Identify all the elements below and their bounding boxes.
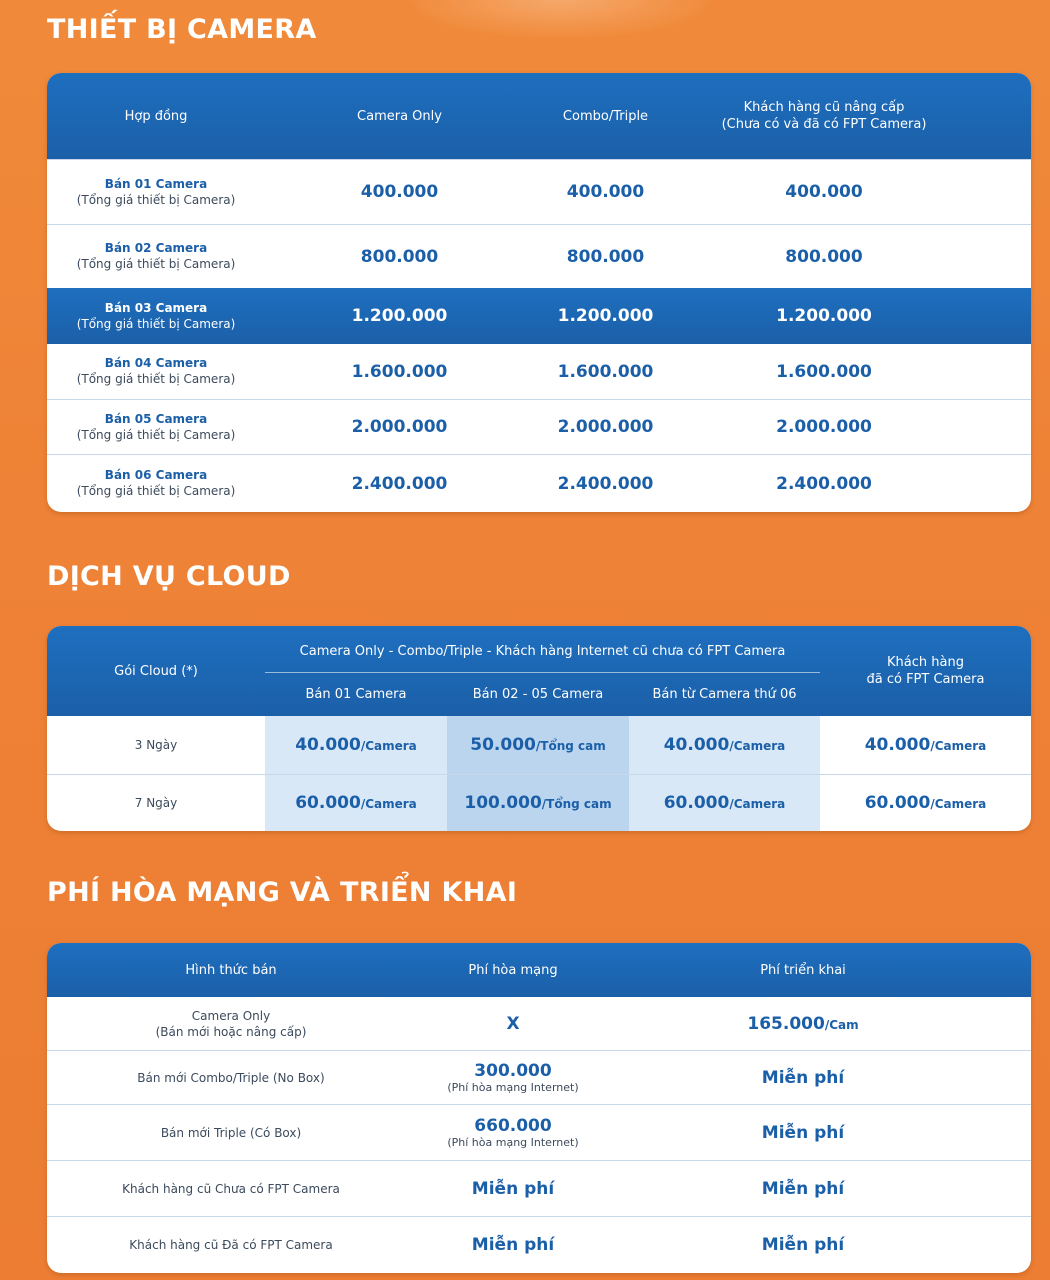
row-label: [47, 225, 265, 288]
cloud-price-table: [47, 626, 1031, 831]
row-label-main: Bán 03 Camera: [104, 300, 208, 315]
deploy-unit: /Cam: [824, 1017, 859, 1032]
row-label-sub: (Tổng giá thiết bị Camera): [76, 316, 236, 331]
cloud-price-cell: [447, 775, 629, 831]
price-upgrade: 2.000.000: [776, 417, 872, 437]
row-label-sub: (Tổng giá thiết bị Camera): [76, 372, 236, 386]
row-label-sub: (Tổng giá thiết bị Camera): [76, 427, 236, 442]
price-combo: 400.000: [566, 182, 645, 202]
table-row: [47, 159, 1031, 224]
cloud-unit: /Tổng cam: [535, 739, 606, 753]
cloud-price-cell: [265, 775, 447, 831]
deploy-fee: Miễn phí: [761, 1235, 845, 1255]
row-label: [47, 344, 265, 399]
price-upgrade: 400.000: [785, 182, 863, 202]
fee-table-header: [47, 943, 1031, 997]
row-label-sub: (Bán mới hoặc nâng cấp): [155, 1024, 307, 1039]
price-combo: 800.000: [566, 246, 645, 267]
cloud-price: 60.000: [663, 793, 730, 813]
camera-table-header: [47, 73, 1031, 159]
header-contract: Hợp đồng: [124, 108, 188, 124]
table-row: [47, 344, 1031, 399]
row-label-sub: (Tổng giá thiết bị Camera): [76, 192, 236, 207]
cloud-price-cell: [629, 716, 820, 774]
cloud-unit: /Camera: [930, 739, 987, 753]
cloud-price: 100.000: [464, 793, 542, 813]
price-camera-only: 1.200.000: [351, 306, 448, 326]
cloud-price: 40.000: [864, 735, 931, 755]
cloud-price: 40.000: [663, 735, 730, 755]
connection-fee: Miễn phí: [471, 1235, 555, 1255]
row-label-main: Bán 02 Camera: [104, 241, 208, 255]
cloud-price-cell: [820, 775, 1031, 831]
connection-note: (Phí hòa mạng Internet): [447, 1080, 579, 1094]
row-label: [47, 455, 265, 512]
connection-fee: [415, 1051, 611, 1104]
row-label: [47, 160, 265, 224]
header-deploy-fee: Phí triển khai: [760, 962, 846, 978]
row-label-main: Bán 04 Camera: [104, 356, 208, 370]
header-upgrade-line2: (Chưa có và đã có FPT Camera): [721, 117, 927, 132]
connection-fee: X: [506, 1013, 520, 1034]
price-upgrade: 2.400.000: [776, 473, 872, 494]
deploy-price: 165.000: [747, 1013, 825, 1034]
header-two-five-camera: Bán 02 - 05 Camera: [472, 686, 604, 702]
header-existing-line1: Khách hàng: [887, 655, 964, 670]
cloud-price-cell: [265, 716, 447, 774]
price-combo: 1.600.000: [557, 361, 654, 382]
row-label: 7 Ngày: [134, 796, 178, 810]
cloud-unit: /Tổng cam: [541, 797, 612, 811]
cloud-section-title: DỊCH VỤ CLOUD: [47, 561, 291, 592]
cloud-price: 60.000: [864, 793, 931, 813]
deploy-fee: [657, 997, 949, 1050]
header-existing-customer: [820, 626, 1031, 716]
cloud-price: 60.000: [295, 793, 361, 813]
cloud-unit: /Camera: [930, 797, 987, 811]
row-label: Khách hàng cũ Chưa có FPT Camera: [122, 1181, 340, 1196]
camera-price-table: [47, 73, 1031, 512]
price-upgrade: 800.000: [785, 246, 863, 267]
table-row-highlighted: [47, 288, 1031, 344]
deploy-fee: Miễn phí: [761, 1122, 845, 1143]
row-label: [47, 400, 265, 454]
fee-section-title: PHÍ HÒA MẠNG VÀ TRIỂN KHAI: [47, 877, 518, 908]
price-upgrade: 1.200.000: [776, 306, 872, 326]
connection-fee: Miễn phí: [471, 1178, 555, 1199]
cloud-unit: /Camera: [360, 739, 417, 753]
deploy-fee: Miễn phí: [761, 1178, 845, 1199]
table-row: [47, 997, 1031, 1050]
price-combo: 1.200.000: [557, 306, 654, 326]
row-label-main: Bán 05 Camera: [104, 411, 208, 426]
price-camera-only: 400.000: [360, 182, 439, 202]
table-row: [47, 716, 1031, 774]
header-cloud-package: Gói Cloud (*): [114, 663, 198, 679]
header-one-camera: Bán 01 Camera: [305, 686, 407, 702]
row-label-sub: (Tổng giá thiết bị Camera): [76, 257, 236, 271]
row-label: Bán mới Triple (Có Box): [160, 1125, 302, 1140]
table-row: [47, 1050, 1031, 1104]
cloud-price: 40.000: [295, 735, 361, 755]
row-label-main: Bán 01 Camera: [104, 176, 208, 191]
deploy-fee: Miễn phí: [761, 1067, 845, 1088]
price-combo: 2.000.000: [557, 417, 654, 437]
header-upgrade-line1: Khách hàng cũ nâng cấp: [743, 100, 905, 115]
camera-section-title: THIẾT BỊ CAMERA: [47, 14, 317, 45]
header-sale-type: Hình thức bán: [185, 962, 277, 978]
cloud-price-cell: [447, 716, 629, 774]
cloud-price-cell: [820, 716, 1031, 774]
header-decoration: [400, 0, 720, 40]
connection-price: 660.000: [474, 1115, 552, 1136]
connection-price: 300.000: [474, 1060, 552, 1081]
table-row: [47, 454, 1031, 512]
row-label: Bán mới Combo/Triple (No Box): [137, 1070, 325, 1085]
table-row: [47, 774, 1031, 831]
price-combo: 2.400.000: [557, 473, 654, 494]
fee-table: [47, 943, 1031, 1273]
table-row: [47, 1104, 1031, 1160]
price-camera-only: 800.000: [360, 246, 439, 267]
header-connection-fee: Phí hòa mạng: [468, 962, 558, 978]
header-upgrade: [709, 73, 939, 159]
price-camera-only: 1.600.000: [351, 361, 448, 382]
cloud-unit: /Camera: [729, 797, 786, 811]
row-label: Khách hàng cũ Đã có FPT Camera: [129, 1238, 333, 1252]
cloud-price-cell: [629, 775, 820, 831]
price-camera-only: 2.400.000: [351, 473, 448, 494]
row-label: 3 Ngày: [134, 738, 178, 752]
header-combo-triple: Combo/Triple: [562, 108, 649, 124]
price-camera-only: 2.000.000: [351, 417, 448, 437]
row-label-main: Camera Only: [191, 1008, 271, 1023]
price-upgrade: 1.600.000: [776, 361, 872, 382]
cloud-table-header: [47, 626, 1031, 716]
row-label: [47, 997, 415, 1050]
row-label-main: Bán 06 Camera: [104, 468, 208, 482]
header-cloud-group: Camera Only - Combo/Triple - Khách hàng Internet cũ chưa có FPT Camera: [299, 643, 786, 659]
cloud-unit: /Camera: [360, 797, 417, 811]
header-sixth-camera: Bán từ Camera thứ 06: [652, 686, 797, 702]
table-row: [47, 224, 1031, 288]
connection-note: (Phí hòa mạng Internet): [447, 1135, 579, 1149]
table-row: [47, 1216, 1031, 1273]
table-row: [47, 1160, 1031, 1216]
row-label: [47, 288, 265, 344]
connection-fee: [415, 1105, 611, 1160]
table-row: [47, 399, 1031, 454]
header-divider: [265, 672, 820, 673]
row-label-sub: (Tổng giá thiết bị Camera): [76, 484, 236, 498]
cloud-unit: /Camera: [729, 739, 786, 753]
header-camera-only: Camera Only: [357, 108, 442, 124]
cloud-price: 50.000: [470, 735, 536, 755]
header-existing-line2: đã có FPT Camera: [866, 672, 985, 687]
